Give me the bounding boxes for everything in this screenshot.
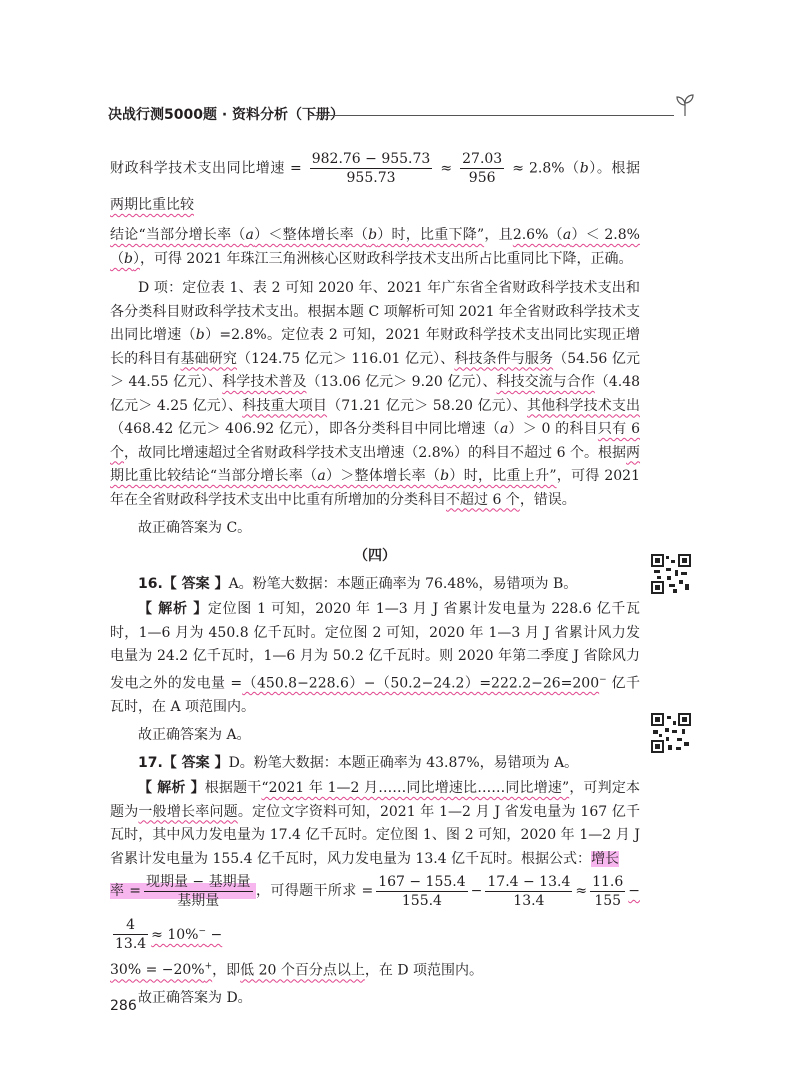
key-phrase: 结论“当部分增长率（a）＜整体增长率（b）时，比重下降” xyxy=(110,227,485,243)
key-phrase: 两期比重比较 xyxy=(110,197,194,213)
book-title: 决战行测5000题 · 资料分析（下册） xyxy=(108,107,345,123)
qr-code-icon[interactable] xyxy=(651,554,691,594)
fraction: $\frac{27.03}{956}$ xyxy=(462,151,503,186)
header-rule xyxy=(308,115,674,116)
q16-answer: 16.【 答案 】A。粉笔大数据：本题正确率为 76.48%，易错项为 B。 xyxy=(138,576,578,592)
key-phrase: 2.6%（a）＜ 2.8%（b） xyxy=(110,227,640,267)
sprout-icon xyxy=(672,92,698,118)
formula-lead: 财政科学技术支出同比增速 = xyxy=(110,160,302,177)
q17-answer: 17.【 答案 】D。粉笔大数据：本题正确率为 43.87%，易错项为 A。 xyxy=(138,755,579,772)
text: ，且 xyxy=(484,227,513,243)
answer-d: 故正确答案为 D。 xyxy=(138,990,252,1007)
item-c-analysis xyxy=(110,150,640,1010)
answer-c: 故正确答案为 C。 xyxy=(138,520,252,536)
page-number: 286 xyxy=(110,998,137,1014)
q16-analysis: 【 解析 】定位图 1 可知，2020 年 1—3 月 J 省累计发电量为 228.6 亿千瓦时，1—6 月为 450.8 亿千瓦时。定位图 2 可知，2020 年 1—3 月 J 省累计风力发电量为 24.2 亿千瓦时，1—6 月为 50.2 亿千瓦时。则 2020 年第二季度 J 省除风力发电之外的发电量 =（450.8−228.6）−（50.2−24.2）=222.2−26=200− 亿千瓦时，在 A 项范围内。 xyxy=(110,601,641,715)
text: ，可得 2021 年珠江三角洲核心区财政科学技术支出所占比重同比下降，正确。 xyxy=(139,251,633,267)
q17-analysis: 【 解析 】根据题干“2021 年 1—2 月……同比增速比……同比增速”，可判定本题为一般增长率问题。定位文字资料可知，2021 年 1—2 月 J 省发电量为 167 亿千瓦时，其中风力发电量为 17.4 亿千瓦时。定位图 1、图 2 可知，2020 年 1—2 月 J 省累计发电量为 155.4 亿千瓦时，风力发电量为 13.4 亿千瓦时。根据公式：增长 xyxy=(110,780,641,867)
item-d-analysis: D 项：定位表 1、表 2 可知 2020 年、2021 年广东省全省财政科学技术支出和各分类科目财政科学技术支出。根据本题 C 项解析可知 2021 年全省财政科学技术支出同比增速（b）=2.8%。定位表 2 可知，2021 年财政科学技术支出同比实现正增长的科目有基础研究（124.75 亿元＞ 116.01 亿元）、科技条件与服务（54.56 亿元＞ 44.55 亿元）、科学技术普及（13.06 亿元＞ 9.20 亿元）、科技交流与合作（4.48 亿元＞ 4.25 亿元）、科技重大项目（71.21 亿元＞ 58.20 亿元）、其他科学技术支出（468.42 亿元＞ 406.92 亿元），即各分类科目中同比增速（a）＞ 0 的科目只有 6 个，故同比增速超过全省财政科学技术支出增速（2.8%）的科目不超过 6 个。根据两期比重比较结论“当部分增长率（a）＞整体增长率（b）时，比重上升”，可得 2021 年在全省财政科学技术支出中比重有所增加的分类科目不超过 6 个，错误。 xyxy=(110,280,641,508)
fraction: $\frac{982.76 - 955.73}{955.73}$ xyxy=(311,151,431,186)
answer-a: 故正确答案为 A。 xyxy=(138,727,251,744)
approx-sign: ≈ xyxy=(440,160,453,177)
result-text: ≈ 2.8%（ xyxy=(512,160,580,177)
text: ）。根据 xyxy=(588,160,641,177)
qr-code-icon[interactable] xyxy=(651,713,691,753)
section-title: （四） xyxy=(354,548,396,564)
running-header xyxy=(108,104,698,124)
highlighted-formula: 率 = $\frac{\text{现期量 − 基期量}}{\text{基期量}}$ xyxy=(110,883,256,899)
q17-result: 30% = −20%+，即低 20 个百分点以上，在 D 项范围内。 xyxy=(110,961,483,979)
q17-formula: 率 = $\frac{\text{现期量 − 基期量}}{\text{基期量}}$ ，可得题干所求 = $\frac{167 - 155.4}{155.4}$ − $\frac{17.4 - 13.4}{13.4}$ ≈ $\frac{11.6}{155}$ − $\frac{4}{13.4}$ ≈ 10%− − xyxy=(110,873,640,953)
var-b: b xyxy=(579,160,589,177)
